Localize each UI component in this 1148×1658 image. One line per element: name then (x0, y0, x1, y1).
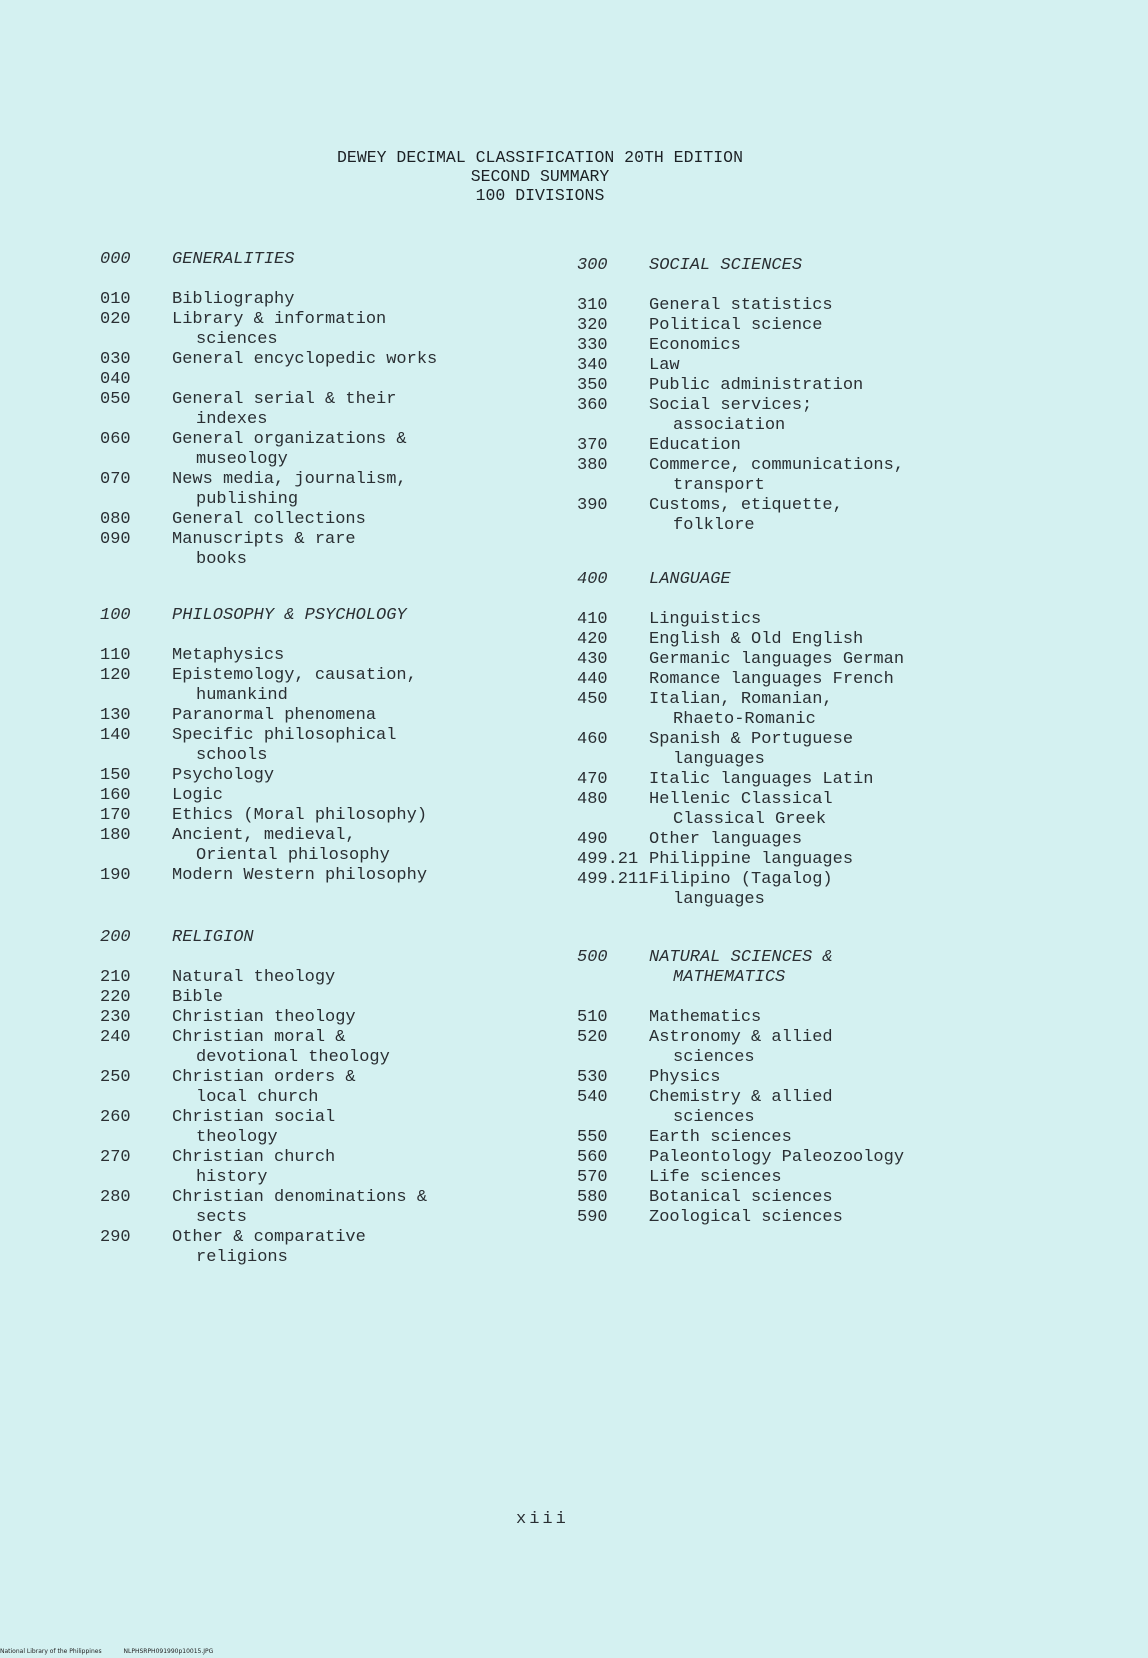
division-entry (100, 866, 580, 886)
division-code: 590 (577, 1208, 608, 1227)
division-label-line: Bibliography (172, 290, 295, 309)
division-entry (577, 630, 1117, 650)
division-label-line: indexes (196, 410, 268, 429)
section-code: 500 (577, 948, 608, 967)
division-label-line: Epistemology, causation, (172, 666, 417, 685)
division-code: 150 (100, 766, 131, 785)
division-code: 470 (577, 770, 608, 789)
division-entry (100, 1028, 580, 1068)
division-label-line: humankind (196, 686, 288, 705)
division-entry (577, 670, 1117, 690)
division-label (172, 290, 580, 310)
division-label (649, 650, 1117, 670)
division-entry (577, 1068, 1117, 1088)
division-label-line: Germanic languages German (649, 650, 905, 669)
division-label-line: Earth sciences (649, 1128, 792, 1147)
division-label (172, 1148, 580, 1188)
division-code: 510 (577, 1008, 608, 1027)
division-label-line: Christian orders & (172, 1068, 356, 1087)
division-code: 170 (100, 806, 131, 825)
division-code: 480 (577, 790, 608, 809)
division-entry (100, 470, 580, 510)
division-label-line: Romance languages French (649, 670, 894, 689)
section-title-line: SOCIAL SCIENCES (649, 256, 803, 275)
division-label (649, 1128, 1117, 1148)
division-label-line: Oriental philosophy (196, 846, 390, 865)
division-code: 490 (577, 830, 608, 849)
division-code: 310 (577, 296, 608, 315)
division-code: 010 (100, 290, 131, 309)
division-label (649, 456, 1117, 496)
division-label-line: Specific philosophical (172, 726, 397, 745)
section-title (649, 256, 1117, 276)
division-label (649, 336, 1117, 356)
division-code: 410 (577, 610, 608, 629)
division-code: 530 (577, 1068, 608, 1087)
division-entry (100, 430, 580, 470)
division-entry (577, 850, 1117, 870)
division-entry (577, 730, 1117, 770)
division-label (649, 1148, 1117, 1168)
division-entry (577, 356, 1117, 376)
division-label (649, 316, 1117, 336)
division-code: 370 (577, 436, 608, 455)
division-label (172, 1008, 580, 1028)
division-code: 180 (100, 826, 131, 845)
division-code: 270 (100, 1148, 131, 1167)
division-label-line: Filipino (Tagalog) (649, 870, 833, 889)
division-label (649, 630, 1117, 650)
division-code: 050 (100, 390, 131, 409)
division-entry (100, 1228, 580, 1268)
section-title-line: LANGUAGE (649, 570, 731, 589)
division-label-line: schools (196, 746, 268, 765)
division-label-line: English & Old English (649, 630, 864, 649)
division-label (649, 1168, 1117, 1188)
division-code: 390 (577, 496, 608, 515)
division-label (649, 870, 1117, 910)
division-entry (100, 1068, 580, 1108)
division-label-line: General serial & their (172, 390, 397, 409)
division-entry (577, 1188, 1117, 1208)
division-entry (577, 1168, 1117, 1188)
division-label-line: Manuscripts & rare (172, 530, 356, 549)
page-number: xiii (516, 1510, 569, 1529)
division-entry (577, 690, 1117, 730)
division-label (649, 610, 1117, 630)
division-label (172, 988, 580, 1008)
section-title-line: MATHEMATICS (673, 968, 786, 987)
division-label-line: Natural theology (172, 968, 336, 987)
division-code: 080 (100, 510, 131, 529)
header-subtitle: SECOND SUMMARY (470, 167, 610, 186)
division-code: 030 (100, 350, 131, 369)
division-code: 350 (577, 376, 608, 395)
division-label (649, 690, 1117, 730)
division-label (172, 470, 580, 510)
division-code: 260 (100, 1108, 131, 1127)
division-label (172, 866, 580, 886)
division-code: 340 (577, 356, 608, 375)
section-title (649, 570, 1117, 590)
division-label-line: Customs, etiquette, (649, 496, 843, 515)
division-code: 220 (100, 988, 131, 1007)
division-entry (577, 830, 1117, 850)
division-entry (100, 726, 580, 766)
division-code: 110 (100, 646, 131, 665)
division-entry (100, 1188, 580, 1228)
division-label-line: Education (649, 436, 741, 455)
division-label (172, 430, 580, 470)
division-label-line: publishing (196, 490, 299, 509)
division-entry (100, 510, 580, 530)
section-100 (100, 606, 580, 886)
division-label-line: theology (196, 1128, 278, 1147)
division-entry (100, 1008, 580, 1028)
section-000 (100, 250, 580, 570)
section-title-line: NATURAL SCIENCES & (649, 948, 833, 967)
division-label (172, 786, 580, 806)
division-label-line: Ethics (Moral philosophy) (172, 806, 428, 825)
division-code: 140 (100, 726, 131, 745)
division-label (649, 1068, 1117, 1088)
division-label-line (172, 370, 580, 390)
division-label-line: General encyclopedic works (172, 350, 438, 369)
section-500 (577, 948, 1117, 1228)
division-label-line: Christian denominations & (172, 1188, 428, 1207)
section-400 (577, 570, 1117, 910)
division-code: 290 (100, 1228, 131, 1247)
division-code: 230 (100, 1008, 131, 1027)
division-label-line: sciences (673, 1048, 755, 1067)
division-label (649, 1188, 1117, 1208)
division-entry (100, 310, 580, 350)
division-label-line: Zoological sciences (649, 1208, 843, 1227)
division-label-line: Modern Western philosophy (172, 866, 428, 885)
division-entry (577, 436, 1117, 456)
division-label-line: religions (196, 1248, 288, 1267)
division-entry (577, 456, 1117, 496)
division-code: 570 (577, 1168, 608, 1187)
division-label (649, 850, 1117, 870)
division-label (649, 296, 1117, 316)
division-entry (100, 988, 580, 1008)
division-code: 520 (577, 1028, 608, 1047)
division-code: 499.21 (577, 850, 639, 869)
section-code: 400 (577, 570, 608, 589)
section-title-line: RELIGION (172, 928, 254, 947)
division-entry (100, 530, 580, 570)
credit-file: NLPHSRPH091990p10015.JPG (123, 1648, 214, 1655)
division-label-line: Paleontology Paleozoology (649, 1148, 905, 1167)
division-label-line: Library & information (172, 310, 387, 329)
division-label-line: Physics (649, 1068, 721, 1087)
division-entry (100, 1108, 580, 1148)
division-label (649, 496, 1117, 536)
division-code: 120 (100, 666, 131, 685)
division-label (172, 370, 580, 390)
section-heading (100, 928, 580, 948)
section-heading (577, 948, 1117, 988)
division-code: 280 (100, 1188, 131, 1207)
division-label (649, 830, 1117, 850)
division-label (172, 530, 580, 570)
division-entry (100, 390, 580, 430)
division-label-line: Commerce, communications, (649, 456, 905, 475)
division-label-line: Italic languages Latin (649, 770, 874, 789)
division-entry (100, 766, 580, 786)
division-code: 440 (577, 670, 608, 689)
division-entry (577, 1008, 1117, 1028)
division-code: 210 (100, 968, 131, 987)
header-title: DEWEY DECIMAL CLASSIFICATION 20TH EDITION (337, 148, 743, 167)
division-label-line: sects (196, 1208, 248, 1227)
division-label (172, 390, 580, 430)
section-title (649, 948, 1117, 988)
division-entry (577, 610, 1117, 630)
division-label-line: Psychology (172, 766, 275, 785)
division-label-line: Life sciences (649, 1168, 782, 1187)
division-entry (100, 370, 580, 390)
division-label-line: Economics (649, 336, 741, 355)
division-label (649, 770, 1117, 790)
division-label-line: Philippine languages (649, 850, 854, 869)
division-label-line: devotional theology (196, 1048, 390, 1067)
division-label-line: Other & comparative (172, 1228, 366, 1247)
division-entry (100, 646, 580, 666)
division-label (172, 510, 580, 530)
division-label-line: Other languages (649, 830, 803, 849)
division-label-line: Christian moral & (172, 1028, 346, 1047)
division-entry (577, 376, 1117, 396)
division-label-line: Italian, Romanian, (649, 690, 833, 709)
division-label-line: Political science (649, 316, 823, 335)
section-title (172, 606, 580, 626)
division-code: 330 (577, 336, 608, 355)
division-entry (100, 350, 580, 370)
division-label-line: association (673, 416, 786, 435)
division-label (172, 968, 580, 988)
division-code: 070 (100, 470, 131, 489)
division-label-line: Christian church (172, 1148, 336, 1167)
division-entry (577, 296, 1117, 316)
division-code: 560 (577, 1148, 608, 1167)
division-label-line: Astronomy & allied (649, 1028, 833, 1047)
division-label-line: languages (673, 890, 765, 909)
page-header (240, 148, 840, 205)
division-label (172, 1068, 580, 1108)
division-label-line: Mathematics (649, 1008, 762, 1027)
section-code: 000 (100, 250, 131, 269)
division-label (649, 730, 1117, 770)
section-200 (100, 928, 580, 1268)
division-code: 130 (100, 706, 131, 725)
header-divisions: 100 DIVISIONS (475, 186, 605, 205)
division-label (649, 1208, 1117, 1228)
division-label-line: museology (196, 450, 288, 469)
section-heading (100, 250, 580, 270)
division-label (172, 1028, 580, 1068)
section-code: 300 (577, 256, 608, 275)
division-code: 460 (577, 730, 608, 749)
division-code: 250 (100, 1068, 131, 1087)
division-code: 060 (100, 430, 131, 449)
section-heading (577, 256, 1117, 276)
division-label (172, 310, 580, 350)
division-label-line: Law (649, 356, 680, 375)
division-label (649, 670, 1117, 690)
scan-credit (0, 1648, 233, 1656)
division-entry (100, 806, 580, 826)
division-label-line: Linguistics (649, 610, 762, 629)
division-label-line: Paranormal phenomena (172, 706, 377, 725)
division-label (649, 790, 1117, 830)
division-code: 190 (100, 866, 131, 885)
division-label (172, 826, 580, 866)
division-label (172, 350, 580, 370)
section-300 (577, 256, 1117, 536)
division-entry (100, 290, 580, 310)
division-label-line: Logic (172, 786, 224, 805)
division-label (172, 646, 580, 666)
division-label-line: folklore (673, 516, 755, 535)
division-code: 450 (577, 690, 608, 709)
division-label-line: Botanical sciences (649, 1188, 833, 1207)
section-code: 100 (100, 606, 131, 625)
division-entry (577, 1128, 1117, 1148)
division-label-line: history (196, 1168, 268, 1187)
division-code: 430 (577, 650, 608, 669)
division-label-line: Spanish & Portuguese (649, 730, 854, 749)
division-entry (577, 1208, 1117, 1228)
division-label (172, 1228, 580, 1268)
division-code: 420 (577, 630, 608, 649)
division-entry (577, 336, 1117, 356)
division-label (172, 1108, 580, 1148)
division-label (649, 396, 1117, 436)
division-code: 240 (100, 1028, 131, 1047)
section-heading (100, 606, 580, 626)
division-entry (577, 650, 1117, 670)
division-label-line: Hellenic Classical (649, 790, 833, 809)
division-code: 499.211 (577, 870, 649, 889)
division-label-line: News media, journalism, (172, 470, 407, 489)
division-label-line: Chemistry & allied (649, 1088, 833, 1107)
division-code: 550 (577, 1128, 608, 1147)
division-entry (577, 870, 1117, 910)
section-title (172, 250, 580, 270)
section-title-line: PHILOSOPHY & PSYCHOLOGY (172, 606, 407, 625)
division-label-line: Ancient, medieval, (172, 826, 356, 845)
division-label (649, 1088, 1117, 1128)
credit-library: National Library of the Philippines (0, 1648, 102, 1655)
division-code: 380 (577, 456, 608, 475)
division-label-line: books (196, 550, 248, 569)
division-entry (100, 968, 580, 988)
division-label-line: sciences (673, 1108, 755, 1127)
division-entry (577, 790, 1117, 830)
division-label-line: Bible (172, 988, 224, 1007)
division-entry (100, 1148, 580, 1188)
division-label-line: General statistics (649, 296, 833, 315)
division-label-line: Christian social (172, 1108, 336, 1127)
division-label-line: local church (196, 1088, 319, 1107)
division-label (172, 766, 580, 786)
division-code: 540 (577, 1088, 608, 1107)
section-code: 200 (100, 928, 131, 947)
division-entry (577, 496, 1117, 536)
division-label-line: Metaphysics (172, 646, 285, 665)
section-heading (577, 570, 1117, 590)
division-label (172, 726, 580, 766)
division-label-line: Public administration (649, 376, 864, 395)
division-label (172, 1188, 580, 1228)
section-title (172, 928, 580, 948)
division-label (649, 1028, 1117, 1068)
division-label (649, 356, 1117, 376)
division-code: 580 (577, 1188, 608, 1207)
division-entry (577, 1028, 1117, 1068)
division-code: 040 (100, 370, 131, 389)
division-label (649, 376, 1117, 396)
division-code: 360 (577, 396, 608, 415)
division-label-line: transport (673, 476, 765, 495)
division-code: 160 (100, 786, 131, 805)
division-entry (100, 706, 580, 726)
division-label-line: Social services; (649, 396, 813, 415)
division-label-line: Rhaeto-Romanic (673, 710, 816, 729)
division-label-line: General collections (172, 510, 366, 529)
division-label-line: Classical Greek (673, 810, 827, 829)
division-code: 020 (100, 310, 131, 329)
division-entry (100, 826, 580, 866)
section-title-line: GENERALITIES (172, 250, 295, 269)
division-entry (577, 396, 1117, 436)
division-label (172, 666, 580, 706)
division-entry (100, 666, 580, 706)
division-code: 320 (577, 316, 608, 335)
division-label (172, 706, 580, 726)
division-entry (577, 770, 1117, 790)
division-label (649, 436, 1117, 456)
division-entry (100, 786, 580, 806)
division-label-line: Christian theology (172, 1008, 356, 1027)
division-code: 090 (100, 530, 131, 549)
division-label-line: sciences (196, 330, 278, 349)
division-label (649, 1008, 1117, 1028)
division-label-line: languages (673, 750, 765, 769)
division-entry (577, 316, 1117, 336)
division-entry (577, 1088, 1117, 1128)
division-label (172, 806, 580, 826)
division-label-line: General organizations & (172, 430, 407, 449)
division-entry (577, 1148, 1117, 1168)
